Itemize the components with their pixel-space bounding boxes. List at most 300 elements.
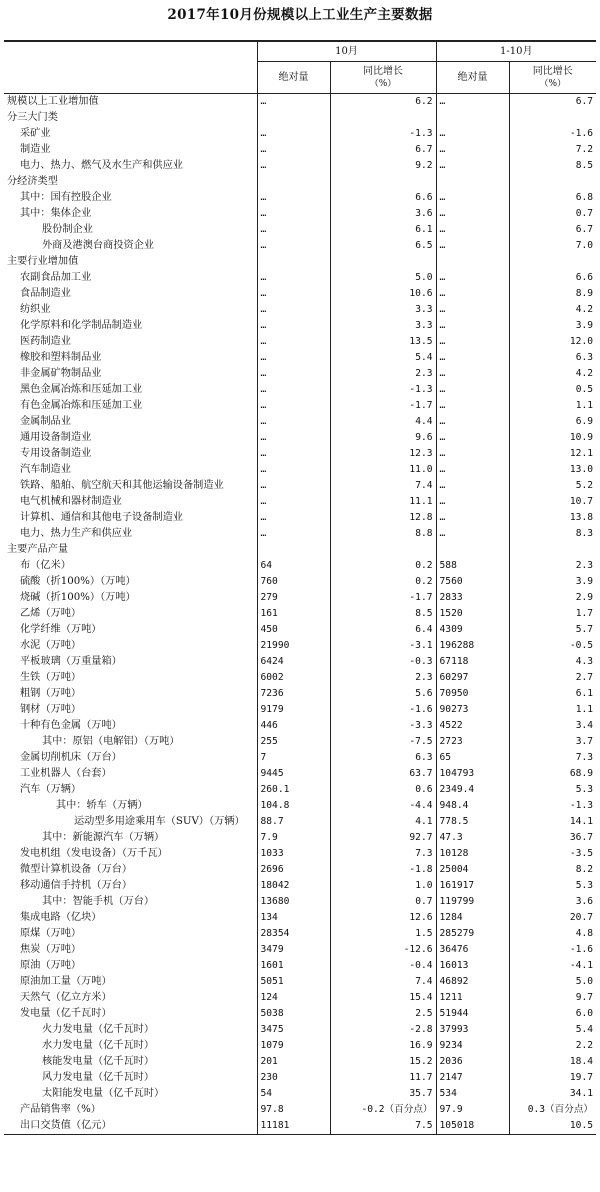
row-label: 电力、热力生产和供应业 — [4, 526, 257, 542]
month-abs-value: 9445 — [257, 766, 330, 782]
month-yoy-value: 1.0 — [330, 878, 436, 894]
ytd-yoy-value: 4.2 — [575, 368, 594, 379]
ytd-yoy-value: 20.7 — [569, 912, 594, 923]
ytd-yoy-value: 10.9 — [569, 432, 594, 443]
ytd-abs-value: 778.5 — [436, 814, 509, 830]
ytd-abs-value: … — [436, 414, 509, 430]
ytd-abs-value: … — [436, 462, 509, 478]
month-yoy-value: 10.6 — [330, 286, 436, 302]
ytd-abs-value: … — [436, 510, 509, 526]
ytd-abs-value: … — [436, 238, 509, 254]
ytd-abs-value: 36476 — [436, 942, 509, 958]
ytd-yoy-value: 2.7 — [575, 672, 594, 683]
month-yoy-value: 3.3 — [330, 318, 436, 334]
table-row — [4, 1102, 596, 1118]
month-abs-value: 13680 — [257, 894, 330, 910]
ytd-yoy-value: 5.4 — [575, 1024, 594, 1035]
row-label: 规模以上工业增加值 — [4, 94, 257, 111]
table-row — [4, 1022, 596, 1038]
row-label: 金属切削机床（万台） — [4, 750, 257, 766]
header-month-yoy — [330, 62, 436, 94]
month-abs-value — [257, 542, 330, 558]
row-label: 其中：新能源汽车（万辆） — [4, 830, 257, 846]
table-row — [4, 270, 596, 286]
ytd-yoy-value: 6.7 — [575, 224, 594, 235]
month-abs-value: 5051 — [257, 974, 330, 990]
ytd-yoy-value: 5.2 — [575, 480, 594, 491]
row-label: 有色金属冶炼和压延加工业 — [4, 398, 257, 414]
month-yoy-value — [330, 542, 436, 558]
table-row — [4, 750, 596, 766]
month-abs-value: … — [257, 414, 330, 430]
ytd-abs-value: 285279 — [436, 926, 509, 942]
month-yoy-value: 0.2 — [330, 558, 436, 574]
ytd-abs-value: 4522 — [436, 718, 509, 734]
row-label: 外商及港澳台商投资企业 — [4, 238, 257, 254]
month-yoy-value: -0.3 — [330, 654, 436, 670]
ytd-yoy-value: 3.6 — [575, 896, 594, 907]
ytd-yoy-value: -1.3 — [569, 800, 594, 811]
month-yoy-value — [330, 254, 436, 270]
ytd-abs-value: 2036 — [436, 1054, 509, 1070]
ytd-yoy-value: 4.3 — [575, 656, 594, 667]
month-yoy-value: 5.0 — [330, 270, 436, 286]
row-label: 其中：集体企业 — [4, 206, 257, 222]
month-abs-value: 28354 — [257, 926, 330, 942]
table-row — [4, 686, 596, 702]
month-abs-value: 1079 — [257, 1038, 330, 1054]
row-label: 食品制造业 — [4, 286, 257, 302]
table-row — [4, 718, 596, 734]
ytd-abs-value: 60297 — [436, 670, 509, 686]
table-row — [4, 334, 596, 350]
month-abs-value: 6424 — [257, 654, 330, 670]
row-label: 纺织业 — [4, 302, 257, 318]
row-label: 焦炭（万吨） — [4, 942, 257, 958]
table-row — [4, 110, 596, 126]
month-abs-value: … — [257, 286, 330, 302]
ytd-yoy-value: 2.2 — [575, 1040, 594, 1051]
ytd-abs-value: … — [436, 222, 509, 238]
row-label: 医药制造业 — [4, 334, 257, 350]
month-yoy-value: -1.7 — [330, 590, 436, 606]
ytd-yoy-value: 68.9 — [569, 768, 594, 779]
row-label: 生铁（万吨） — [4, 670, 257, 686]
table-row — [4, 238, 596, 254]
ytd-abs-value: … — [436, 398, 509, 414]
table-row — [4, 670, 596, 686]
row-label: 出口交货值（亿元） — [4, 1118, 257, 1135]
ytd-abs-value: 588 — [436, 558, 509, 574]
ytd-yoy-value: 3.4 — [575, 720, 594, 731]
ytd-abs-value: 1520 — [436, 606, 509, 622]
month-abs-value: 5038 — [257, 1006, 330, 1022]
ytd-yoy-value: -0.5 — [569, 640, 594, 651]
month-abs-value: 134 — [257, 910, 330, 926]
ytd-abs-value — [436, 110, 509, 126]
row-label: 微型计算机设备（万台） — [4, 862, 257, 878]
row-label: 电气机械和器材制造业 — [4, 494, 257, 510]
ytd-yoy-value: 6.1 — [575, 688, 594, 699]
ytd-yoy-value: 6.8 — [575, 192, 594, 203]
ytd-yoy-value: 5.0 — [575, 976, 594, 987]
ytd-yoy-value: 7.0 — [575, 240, 594, 251]
table-row — [4, 1054, 596, 1070]
month-abs-value: 450 — [257, 622, 330, 638]
table-row — [4, 94, 596, 111]
ytd-abs-value: … — [436, 286, 509, 302]
row-label: 化学原料和化学制品制造业 — [4, 318, 257, 334]
month-yoy-value: 0.7 — [330, 894, 436, 910]
ytd-yoy-value: 8.2 — [575, 864, 594, 875]
ytd-abs-value: … — [436, 350, 509, 366]
row-label: 烧碱（折100%）（万吨） — [4, 590, 257, 606]
month-abs-value: … — [257, 398, 330, 414]
ytd-yoy-value: 19.7 — [569, 1072, 594, 1083]
ytd-yoy-value: 1.7 — [575, 608, 594, 619]
ytd-yoy-value: 12.0 — [569, 336, 594, 347]
table-row — [4, 446, 596, 462]
month-yoy-value: 63.7 — [330, 766, 436, 782]
month-abs-value: 104.8 — [257, 798, 330, 814]
table-row — [4, 862, 596, 878]
month-yoy-value: -3.3 — [330, 718, 436, 734]
ytd-yoy-value: 6.0 — [575, 1008, 594, 1019]
table-row — [4, 206, 596, 222]
month-abs-value: … — [257, 238, 330, 254]
row-label: 平板玻璃（万重量箱） — [4, 654, 257, 670]
ytd-yoy-value: 6.3 — [575, 352, 594, 363]
table-row — [4, 782, 596, 798]
month-abs-value: 2696 — [257, 862, 330, 878]
table-row — [4, 574, 596, 590]
month-yoy-value: 16.9 — [330, 1038, 436, 1054]
ytd-yoy-value: 8.5 — [575, 160, 594, 171]
table-row — [4, 382, 596, 398]
header-month-abs: 绝对量 — [257, 62, 330, 94]
ytd-yoy-value: 5.3 — [575, 784, 594, 795]
header-blank-cell — [4, 41, 257, 62]
month-yoy-value: 9.6 — [330, 430, 436, 446]
row-label: 其中：轿车（万辆） — [4, 798, 257, 814]
month-abs-value: 7 — [257, 750, 330, 766]
table-row — [4, 830, 596, 846]
row-label: 黑色金属冶炼和压延加工业 — [4, 382, 257, 398]
row-label: 非金属矿物制品业 — [4, 366, 257, 382]
table-row — [4, 846, 596, 862]
table-row — [4, 302, 596, 318]
month-abs-value: … — [257, 350, 330, 366]
table-row — [4, 798, 596, 814]
month-yoy-value: 6.3 — [330, 750, 436, 766]
month-yoy-value: 4.4 — [330, 414, 436, 430]
month-abs-value: 279 — [257, 590, 330, 606]
ytd-yoy-value: 7.2 — [575, 144, 594, 155]
month-yoy-value: 5.4 — [330, 350, 436, 366]
ytd-yoy-value: 13.0 — [569, 464, 594, 475]
month-yoy-value: 2.3 — [330, 366, 436, 382]
table-row — [4, 366, 596, 382]
ytd-yoy-value: 1.1 — [575, 704, 594, 715]
table-row — [4, 398, 596, 414]
month-yoy-value: 92.7 — [330, 830, 436, 846]
ytd-yoy-value: -1.6 — [569, 944, 594, 955]
ytd-abs-value: … — [436, 334, 509, 350]
ytd-abs-value: 25004 — [436, 862, 509, 878]
table-row — [4, 990, 596, 1006]
month-abs-value: … — [257, 142, 330, 158]
row-label: 分经济类型 — [4, 174, 257, 190]
table-row — [4, 654, 596, 670]
month-abs-value: 255 — [257, 734, 330, 750]
ytd-abs-value: 70950 — [436, 686, 509, 702]
month-yoy-value: 12.6 — [330, 910, 436, 926]
ytd-yoy-value: 0.5 — [575, 384, 594, 395]
ytd-abs-value: 10128 — [436, 846, 509, 862]
month-yoy-value — [330, 110, 436, 126]
table-row — [4, 1006, 596, 1022]
month-abs-value — [257, 110, 330, 126]
ytd-yoy-value: 8.9 — [575, 288, 594, 299]
row-label: 专用设备制造业 — [4, 446, 257, 462]
table-row — [4, 414, 596, 430]
month-abs-value: … — [257, 494, 330, 510]
table-row — [4, 510, 596, 526]
ytd-yoy-value: 8.3 — [575, 528, 594, 539]
row-label: 制造业 — [4, 142, 257, 158]
month-yoy-value: 11.1 — [330, 494, 436, 510]
ytd-yoy-value — [509, 254, 596, 270]
month-yoy-value: 12.3 — [330, 446, 436, 462]
month-yoy-value: -2.8 — [330, 1022, 436, 1038]
ytd-abs-value: 65 — [436, 750, 509, 766]
ytd-yoy-value: 4.2 — [575, 304, 594, 315]
month-abs-value: 88.7 — [257, 814, 330, 830]
row-label: 运动型多用途乘用车（SUV）（万辆） — [4, 814, 257, 830]
ytd-abs-value: 2349.4 — [436, 782, 509, 798]
ytd-yoy-value — [509, 110, 596, 126]
table-row — [4, 702, 596, 718]
table-row — [4, 430, 596, 446]
table-row — [4, 190, 596, 206]
ytd-abs-value: 1211 — [436, 990, 509, 1006]
month-yoy-value: -1.3 — [330, 126, 436, 142]
ytd-abs-value: 105018 — [436, 1118, 509, 1135]
ytd-yoy-value: 3.9 — [575, 320, 594, 331]
table-row — [4, 286, 596, 302]
month-abs-value: … — [257, 126, 330, 142]
month-yoy-value: 8.5 — [330, 606, 436, 622]
row-label: 化学纤维（万吨） — [4, 622, 257, 638]
month-abs-value: 260.1 — [257, 782, 330, 798]
ytd-abs-value: 51944 — [436, 1006, 509, 1022]
month-abs-value: … — [257, 302, 330, 318]
month-yoy-value: 0.6 — [330, 782, 436, 798]
month-yoy-value: 7.5 — [330, 1118, 436, 1135]
month-abs-value: 64 — [257, 558, 330, 574]
month-abs-value: 97.8 — [257, 1102, 330, 1118]
ytd-abs-value: 67118 — [436, 654, 509, 670]
ytd-yoy-value: 0.7 — [575, 208, 594, 219]
row-label: 工业机器人（台套） — [4, 766, 257, 782]
ytd-yoy-value — [509, 542, 596, 558]
table-row — [4, 526, 596, 542]
month-abs-value — [257, 254, 330, 270]
ytd-yoy-value: 34.1 — [569, 1088, 594, 1099]
month-abs-value: … — [257, 478, 330, 494]
ytd-yoy-value: 4.8 — [575, 928, 594, 939]
table-row — [4, 622, 596, 638]
ytd-abs-value: … — [436, 478, 509, 494]
table-row — [4, 958, 596, 974]
row-label: 原油（万吨） — [4, 958, 257, 974]
month-abs-value: … — [257, 526, 330, 542]
ytd-yoy-value: 7.3 — [575, 752, 594, 763]
table-row — [4, 1086, 596, 1102]
month-yoy-value: 3.6 — [330, 206, 436, 222]
row-label: 集成电路（亿块） — [4, 910, 257, 926]
month-abs-value: 18042 — [257, 878, 330, 894]
month-abs-value: 21990 — [257, 638, 330, 654]
month-yoy-value: 6.6 — [330, 190, 436, 206]
month-abs-value: 161 — [257, 606, 330, 622]
row-label: 产品销售率（%） — [4, 1102, 257, 1118]
row-label: 火力发电量（亿千瓦时） — [4, 1022, 257, 1038]
table-header — [4, 41, 596, 94]
month-abs-value: … — [257, 366, 330, 382]
ytd-yoy-value: 2.3 — [575, 560, 594, 571]
ytd-abs-value: 46892 — [436, 974, 509, 990]
month-abs-value: 201 — [257, 1054, 330, 1070]
month-yoy-value: 3.3 — [330, 302, 436, 318]
ytd-abs-value: … — [436, 302, 509, 318]
month-abs-value: 54 — [257, 1086, 330, 1102]
table-row — [4, 350, 596, 366]
row-label: 水泥（万吨） — [4, 638, 257, 654]
row-label: 粗钢（万吨） — [4, 686, 257, 702]
row-label: 布（亿米） — [4, 558, 257, 574]
header-month-yoy-line1: 同比增长 — [363, 65, 403, 77]
ytd-abs-value: 4309 — [436, 622, 509, 638]
month-abs-value: … — [257, 190, 330, 206]
row-label: 分三大门类 — [4, 110, 257, 126]
month-abs-value: 1033 — [257, 846, 330, 862]
table-row — [4, 126, 596, 142]
ytd-abs-value: … — [436, 446, 509, 462]
row-label: 核能发电量（亿千瓦时） — [4, 1054, 257, 1070]
ytd-abs-value — [436, 254, 509, 270]
month-yoy-value: 0.2 — [330, 574, 436, 590]
ytd-abs-value: 2833 — [436, 590, 509, 606]
ytd-yoy-value: -4.1 — [569, 960, 594, 971]
month-abs-value: 7236 — [257, 686, 330, 702]
ytd-abs-value: … — [436, 270, 509, 286]
table-row — [4, 222, 596, 238]
table-row — [4, 638, 596, 654]
row-label: 硫酸（折100%）（万吨） — [4, 574, 257, 590]
month-abs-value: 7.9 — [257, 830, 330, 846]
ytd-abs-value: 7560 — [436, 574, 509, 590]
row-label: 其中：国有控股企业 — [4, 190, 257, 206]
month-yoy-value: 12.8 — [330, 510, 436, 526]
row-label: 汽车（万辆） — [4, 782, 257, 798]
month-yoy-value: -4.4 — [330, 798, 436, 814]
month-yoy-value: 13.5 — [330, 334, 436, 350]
ytd-yoy-value: 12.1 — [569, 448, 594, 459]
month-abs-value: … — [257, 318, 330, 334]
ytd-abs-value: 97.9 — [436, 1102, 509, 1118]
ytd-abs-value: … — [436, 94, 509, 111]
ytd-yoy-value — [509, 174, 596, 190]
month-yoy-value: -1.7 — [330, 398, 436, 414]
ytd-abs-value: 104793 — [436, 766, 509, 782]
month-yoy-value: 2.3 — [330, 670, 436, 686]
ytd-abs-value — [436, 174, 509, 190]
row-label: 股份制企业 — [4, 222, 257, 238]
ytd-abs-value: 534 — [436, 1086, 509, 1102]
row-label: 天然气（亿立方米） — [4, 990, 257, 1006]
ytd-abs-value: 948.4 — [436, 798, 509, 814]
header-ytd-abs: 绝对量 — [436, 62, 509, 94]
row-label: 发电机组（发电设备）（万千瓦） — [4, 846, 257, 862]
month-yoy-value: 6.2 — [330, 94, 436, 111]
ytd-abs-value: … — [436, 190, 509, 206]
month-yoy-value: 15.4 — [330, 990, 436, 1006]
header-month-yoy-line2: （%） — [369, 78, 397, 89]
ytd-abs-value: … — [436, 206, 509, 222]
row-label: 采矿业 — [4, 126, 257, 142]
month-abs-value: 11181 — [257, 1118, 330, 1135]
row-label: 其中：智能手机（万台） — [4, 894, 257, 910]
row-label: 铁路、船舶、航空航天和其他运输设备制造业 — [4, 478, 257, 494]
table-row — [4, 318, 596, 334]
table-row — [4, 894, 596, 910]
ytd-yoy-value: 14.1 — [569, 816, 594, 827]
month-abs-value: 6002 — [257, 670, 330, 686]
header-label-cell — [4, 62, 257, 94]
table-row — [4, 478, 596, 494]
month-abs-value: … — [257, 430, 330, 446]
month-abs-value: 3475 — [257, 1022, 330, 1038]
month-abs-value: … — [257, 334, 330, 350]
month-abs-value: 760 — [257, 574, 330, 590]
month-yoy-value: 1.5 — [330, 926, 436, 942]
ytd-abs-value: … — [436, 158, 509, 174]
month-abs-value: 3479 — [257, 942, 330, 958]
table-row — [4, 910, 596, 926]
row-label: 农副食品加工业 — [4, 270, 257, 286]
ytd-yoy-value: -1.6 — [569, 128, 594, 139]
month-yoy-value: 11.7 — [330, 1070, 436, 1086]
month-abs-value: 9179 — [257, 702, 330, 718]
ytd-abs-value: 16013 — [436, 958, 509, 974]
month-yoy-value: 15.2 — [330, 1054, 436, 1070]
month-abs-value: … — [257, 206, 330, 222]
table-row — [4, 734, 596, 750]
table-row — [4, 590, 596, 606]
ytd-abs-value: 9234 — [436, 1038, 509, 1054]
ytd-abs-value: 1284 — [436, 910, 509, 926]
header-ytd: 1-10月 — [436, 41, 596, 62]
ytd-yoy-value: 3.9 — [575, 576, 594, 587]
ytd-abs-value: 2723 — [436, 734, 509, 750]
row-label: 主要行业增加值 — [4, 254, 257, 270]
table-row — [4, 766, 596, 782]
month-yoy-value: 35.7 — [330, 1086, 436, 1102]
ytd-abs-value: … — [436, 366, 509, 382]
ytd-abs-value: … — [436, 142, 509, 158]
ytd-abs-value: 47.3 — [436, 830, 509, 846]
